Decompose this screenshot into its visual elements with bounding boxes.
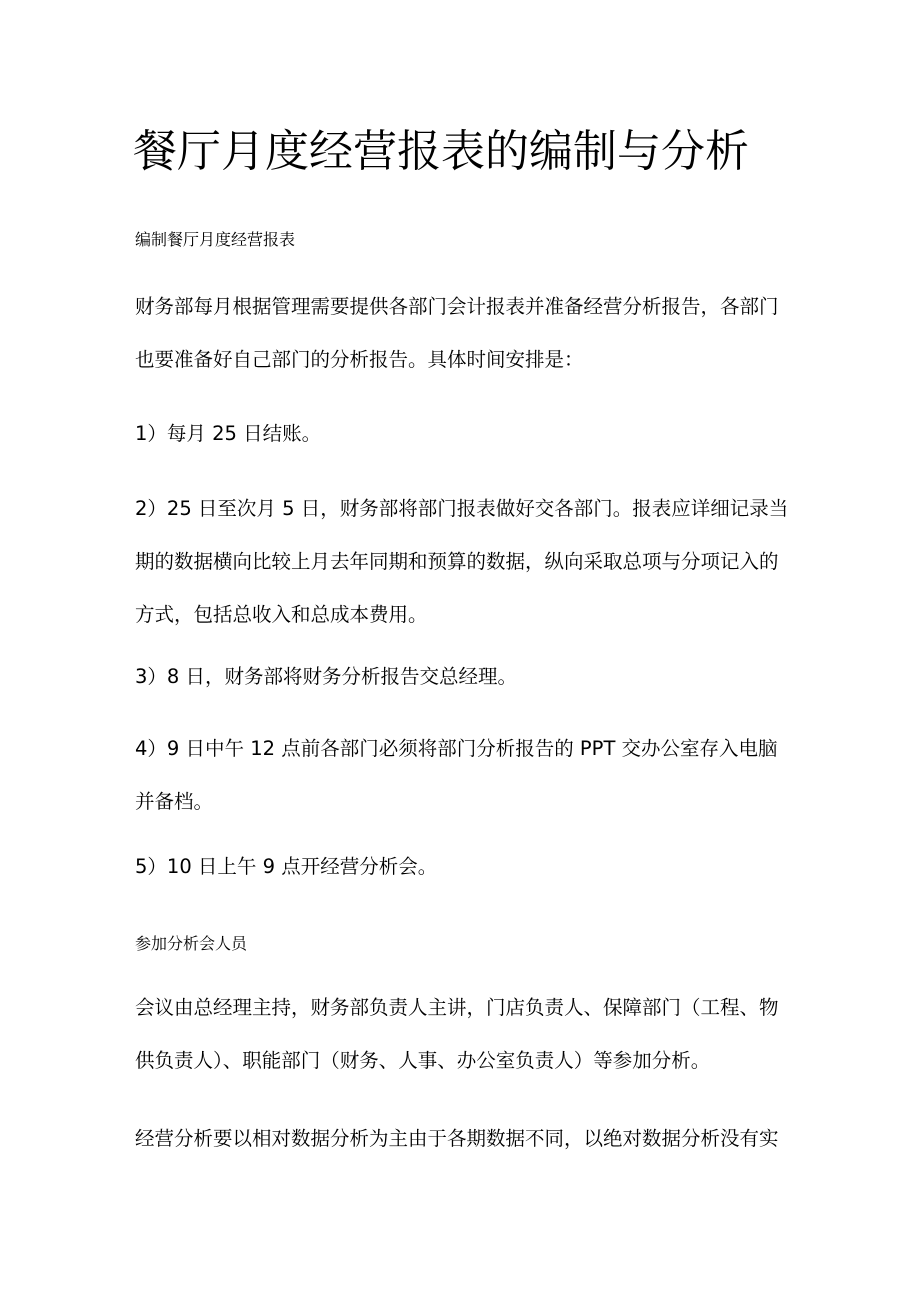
attendees-line-1: 会议由总经理主持，财务部负责人主讲，门店负责人、保障部门（工程、物 [135, 996, 779, 1019]
schedule-item-4-line-2: 并备档。 [135, 790, 214, 813]
attendees-line-2: 供负责人）、职能部门（财务、人事、办公室负责人）等参加分析。 [135, 1049, 711, 1072]
section-heading-prepare-report: 编制餐厅月度经营报表 [135, 230, 296, 249]
analysis-line-1: 经营分析要以相对数据分析为主由于各期数据不同，以绝对数据分析没有实 [135, 1127, 779, 1150]
intro-paragraph [135, 292, 790, 374]
schedule-item-2-line-3: 方式，包括总收入和总成本费用。 [135, 603, 428, 626]
attendees-paragraph [135, 993, 790, 1075]
schedule-item-2-line-1: 2）25 日至次月 5 日，财务部将部门报表做好交各部门。报表应详细记录当 [135, 497, 789, 520]
analysis-paragraph [135, 1124, 790, 1153]
schedule-item-3-line-1: 3）8 日，财务部将财务分析报告交总经理。 [135, 665, 518, 688]
schedule-item-3 [135, 662, 790, 691]
schedule-item-5-line-1: 5）10 日上午 9 点开经营分析会。 [135, 855, 438, 878]
schedule-item-2 [135, 494, 790, 629]
section-heading-attendees: 参加分析会人员 [135, 934, 248, 953]
document-title: 餐厅月度经营报表的编制与分析 [133, 126, 749, 177]
schedule-item-1 [135, 419, 790, 448]
schedule-item-2-line-2: 期的数据横向比较上月去年同期和预算的数据，纵向采取总项与分项记入的 [135, 550, 779, 573]
schedule-item-5 [135, 852, 790, 881]
schedule-item-1-line-1: 1）每月 25 日结账。 [135, 422, 322, 445]
intro-line-2: 也要准备好自己部门的分析报告。具体时间安排是： [135, 348, 584, 371]
intro-line-1: 财务部每月根据管理需要提供各部门会计报表并准备经营分析报告，各部门 [135, 295, 779, 318]
schedule-item-4 [135, 734, 790, 816]
schedule-item-4-line-1: 4）9 日中午 12 点前各部门必须将部门分析报告的 PPT 交办公室存入电脑 [135, 737, 778, 760]
